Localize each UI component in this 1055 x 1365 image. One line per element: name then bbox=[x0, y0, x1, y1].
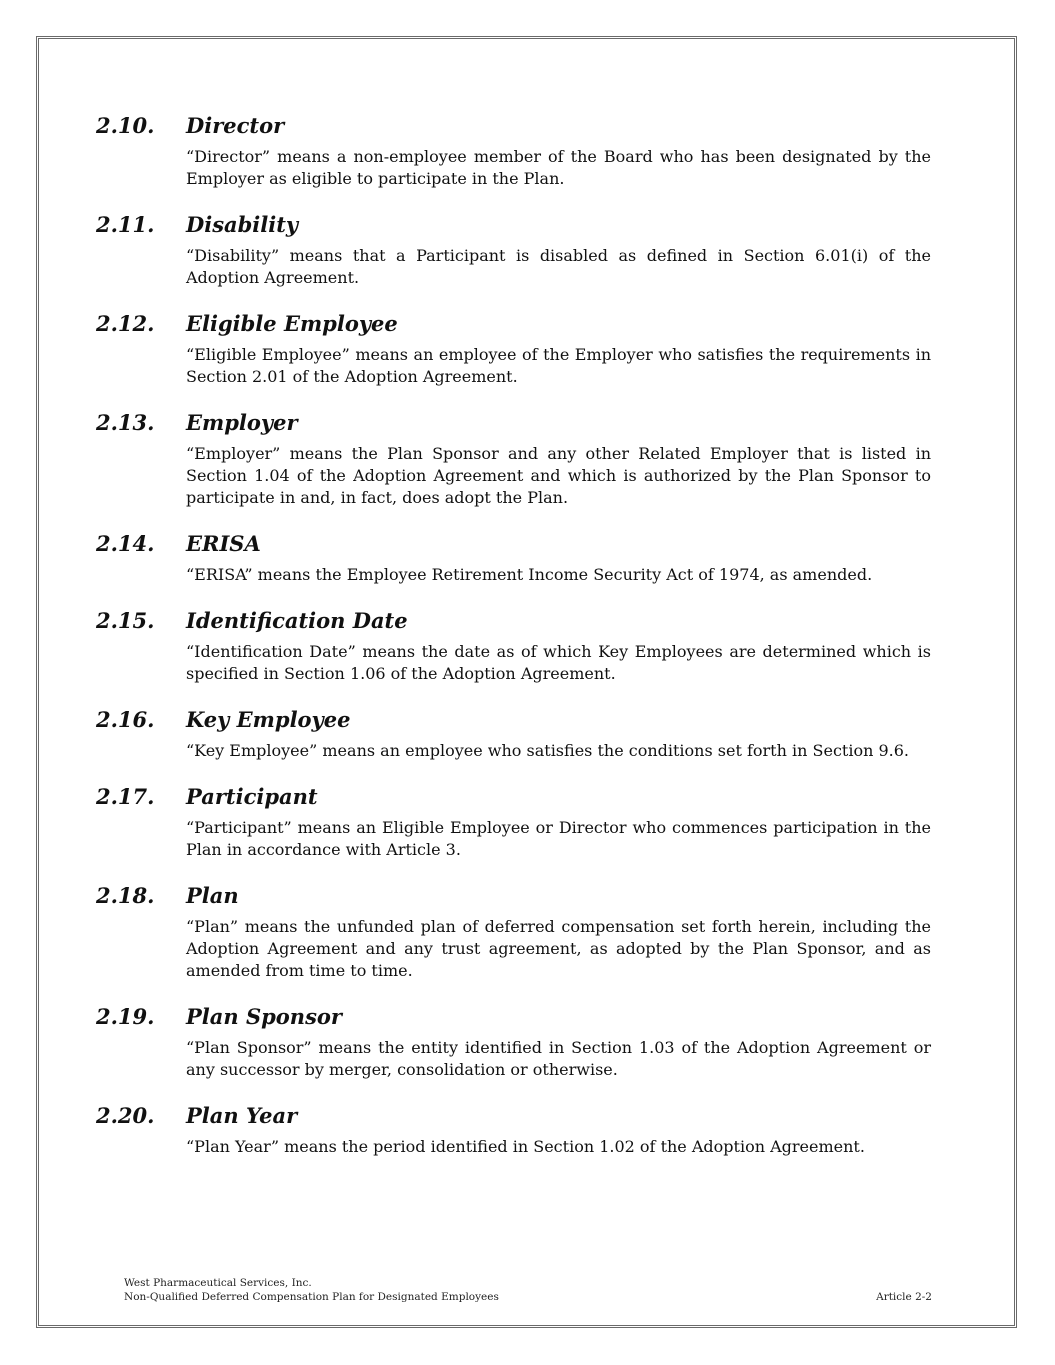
footer-plan-name: Non-Qualified Deferred Compensation Plan for Designated Employees bbox=[124, 1291, 499, 1303]
definition-section bbox=[96, 211, 931, 289]
section-number: 2.11. bbox=[96, 212, 155, 237]
section-text: “Key Employee” means an employee who satisfies the conditions set forth in Section 9.6. bbox=[186, 741, 909, 760]
section-heading bbox=[96, 783, 931, 811]
section-text: “Eligible Employee” means an employee of the Employer who satisfies the requirements in Section 2.01 of the Adoption Agreement. bbox=[186, 345, 931, 386]
definition-section bbox=[96, 409, 931, 509]
section-number: 2.10. bbox=[96, 113, 155, 138]
footer-row bbox=[124, 1290, 932, 1304]
section-number: 2.18. bbox=[96, 883, 155, 908]
section-text: “Employer” means the Plan Sponsor and any other Related Employer that is listed in Section 1.04 of the Adoption Agreement and which is authorized by the Plan Sponsor to participate in and, in fact, does adopt the Plan. bbox=[186, 444, 931, 507]
section-number: 2.19. bbox=[96, 1004, 155, 1029]
definition-section bbox=[96, 1003, 931, 1081]
section-number: 2.12. bbox=[96, 311, 155, 336]
section-heading bbox=[96, 882, 931, 910]
section-heading bbox=[96, 310, 931, 338]
section-number: 2.15. bbox=[96, 608, 155, 633]
definition-section bbox=[96, 607, 931, 685]
section-number: 2.13. bbox=[96, 410, 155, 435]
section-heading bbox=[96, 1102, 931, 1130]
section-heading bbox=[96, 530, 931, 558]
section-text: “Plan Year” means the period identified in Section 1.02 of the Adoption Agreement. bbox=[186, 1137, 865, 1156]
footer-company: West Pharmaceutical Services, Inc. bbox=[124, 1277, 312, 1289]
document-body bbox=[96, 112, 931, 1179]
section-heading bbox=[96, 1003, 931, 1031]
definition-section bbox=[96, 530, 931, 586]
section-title: Participant bbox=[186, 784, 318, 809]
section-title: Eligible Employee bbox=[186, 311, 398, 336]
definition-section bbox=[96, 706, 931, 762]
section-number: 2.16. bbox=[96, 707, 155, 732]
page-footer bbox=[124, 1276, 932, 1304]
section-title: Key Employee bbox=[186, 707, 351, 732]
section-number: 2.20. bbox=[96, 1103, 155, 1128]
footer-page-label: Article 2-2 bbox=[876, 1291, 932, 1303]
section-text: “Disability” means that a Participant is disabled as defined in Section 6.01(i) of the Adoption Agreement. bbox=[186, 246, 931, 287]
section-text: “Plan” means the unfunded plan of deferred compensation set forth herein, including the Adoption Agreement and any trust agreement, as adopted by the Plan Sponsor, and as amended from time to time. bbox=[186, 917, 931, 980]
section-title: Employer bbox=[186, 410, 298, 435]
section-title: Plan Year bbox=[186, 1103, 298, 1128]
section-title: Disability bbox=[186, 212, 299, 237]
section-title: ERISA bbox=[186, 531, 261, 556]
section-title: Director bbox=[186, 113, 285, 138]
definition-section bbox=[96, 783, 931, 861]
definition-section bbox=[96, 310, 931, 388]
section-text: “Director” means a non-employee member of the Board who has been designated by the Employer as eligible to participate in the Plan. bbox=[186, 147, 931, 188]
definition-section bbox=[96, 882, 931, 982]
definition-section bbox=[96, 112, 931, 190]
section-number: 2.17. bbox=[96, 784, 155, 809]
section-heading bbox=[96, 409, 931, 437]
section-text: “ERISA” means the Employee Retirement Income Security Act of 1974, as amended. bbox=[186, 565, 873, 584]
section-title: Identification Date bbox=[186, 608, 408, 633]
section-number: 2.14. bbox=[96, 531, 155, 556]
section-heading bbox=[96, 211, 931, 239]
section-text: “Participant” means an Eligible Employee or Director who commences participation in the Plan in accordance with Article 3. bbox=[186, 818, 931, 859]
section-heading bbox=[96, 607, 931, 635]
section-text: “Identification Date” means the date as of which Key Employees are determined which is specified in Section 1.06 of the Adoption Agreement. bbox=[186, 642, 931, 683]
section-title: Plan Sponsor bbox=[186, 1004, 342, 1029]
section-title: Plan bbox=[186, 883, 239, 908]
definition-section bbox=[96, 1102, 931, 1158]
section-heading bbox=[96, 706, 931, 734]
section-text: “Plan Sponsor” means the entity identified in Section 1.03 of the Adoption Agreement or any successor by merger, consolidation or otherwise. bbox=[186, 1038, 931, 1079]
section-heading bbox=[96, 112, 931, 140]
